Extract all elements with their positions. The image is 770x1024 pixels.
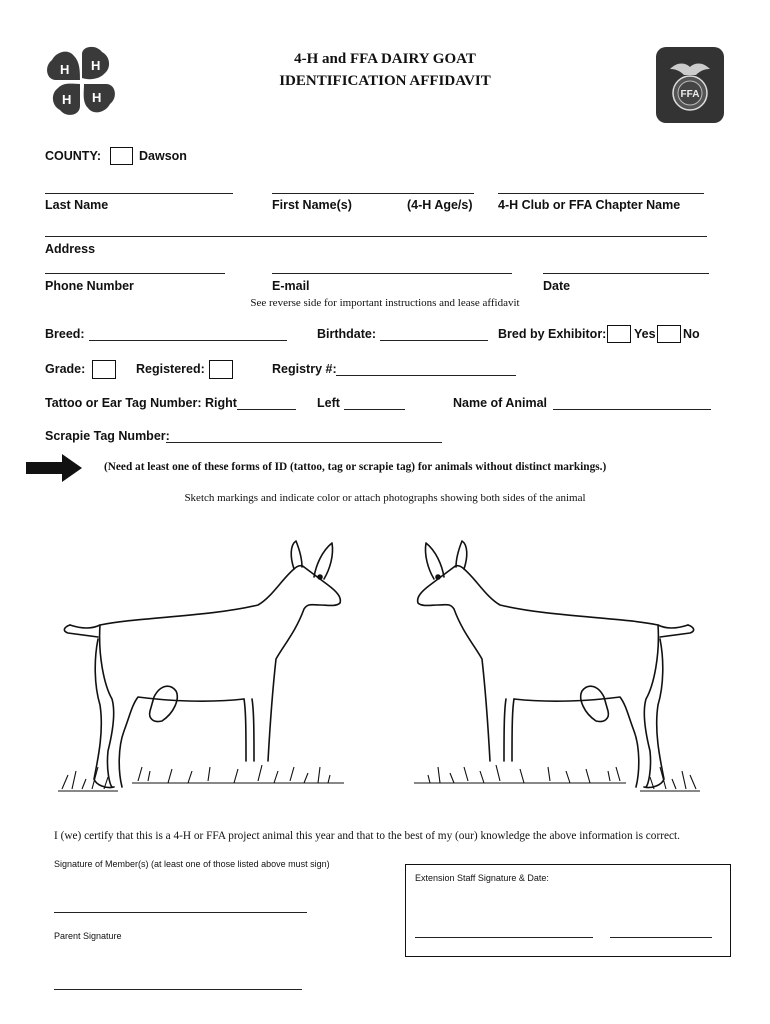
date-line[interactable] <box>543 273 709 274</box>
club-name-line[interactable] <box>498 193 704 194</box>
clover-leaf-letter-2: H <box>91 58 101 73</box>
breed-label: Breed: <box>45 327 85 341</box>
ffa-eagle-icon <box>656 47 724 123</box>
first-name-line[interactable] <box>272 193 474 194</box>
parent-signature-label: Parent Signature <box>54 931 122 941</box>
tattoo-left-line[interactable] <box>344 409 405 410</box>
yes-label: Yes <box>634 327 656 341</box>
grade-label: Grade: <box>45 362 86 376</box>
form-title <box>200 48 570 92</box>
birthdate-line[interactable] <box>380 340 488 341</box>
registry-line[interactable] <box>336 375 516 376</box>
email-label: E-mail <box>272 279 310 293</box>
club-label: 4-H Club or FFA Chapter Name <box>498 198 681 212</box>
bred-by-exhibitor-label: Bred by Exhibitor: <box>498 327 607 341</box>
animal-name-label: Name of Animal <box>453 396 548 410</box>
sketch-instructions: Sketch markings and indicate color or attach photographs showing both sides of the animal <box>184 492 586 504</box>
address-label: Address <box>45 242 96 256</box>
bred-no-checkbox[interactable] <box>657 325 681 343</box>
last-name-label: Last Name <box>45 198 109 212</box>
right-arrow-icon <box>26 453 84 483</box>
email-line[interactable] <box>272 273 512 274</box>
tattoo-left-label: Left <box>317 396 340 410</box>
scrapie-tag-label: Scrapie Tag Number: <box>45 429 170 443</box>
title-line-1: 4-H and FFA DAIRY GOAT <box>294 51 476 67</box>
registered-label: Registered: <box>136 362 205 376</box>
registered-checkbox[interactable] <box>209 360 233 379</box>
clover-leaf-letter-4: H <box>92 90 102 105</box>
reverse-side-note: See reverse side for important instructions and lease affidavit <box>250 297 520 309</box>
ffa-emblem-logo <box>656 47 724 123</box>
certification-statement: I (we) certify that this is a 4-H or FFA project animal this year and that to the best of my (our) knowledge the above information is correct. <box>54 830 680 842</box>
no-label: No <box>683 327 700 341</box>
extension-signature-line[interactable] <box>415 937 593 938</box>
goat-right-side-outline <box>412 535 700 797</box>
extension-signature-label: Extension Staff Signature & Date: <box>415 873 549 883</box>
first-name-label: First Name(s) <box>272 198 352 212</box>
member-signature-line[interactable] <box>54 912 307 913</box>
last-name-line[interactable] <box>45 193 233 194</box>
parent-signature-line[interactable] <box>54 989 302 990</box>
member-signature-label: Signature of Member(s) (at least one of those listed above must sign) <box>54 859 330 869</box>
breed-line[interactable] <box>89 340 287 341</box>
clover-leaf-letter-1: H <box>60 62 70 77</box>
county-label: COUNTY: <box>45 149 102 163</box>
ffa-emblem-text: FFA <box>680 89 700 100</box>
scrapie-tag-line[interactable] <box>166 442 442 443</box>
goat-left-side-outline <box>58 535 346 797</box>
extension-date-line[interactable] <box>610 937 712 938</box>
id-requirement-note: (Need at least one of these forms of ID (tattoo, tag or scrapie tag) for animals without distinct markings.) <box>104 461 607 473</box>
date-label: Date <box>543 279 571 293</box>
animal-name-line[interactable] <box>553 409 711 410</box>
birthdate-label: Birthdate: <box>317 327 377 341</box>
grade-checkbox[interactable] <box>92 360 116 379</box>
phone-line[interactable] <box>45 273 225 274</box>
tattoo-right-line[interactable] <box>237 409 296 410</box>
county-value: Dawson <box>139 149 187 163</box>
address-line[interactable] <box>45 236 707 237</box>
4h-clover-logo <box>42 44 122 120</box>
phone-label: Phone Number <box>45 279 134 293</box>
title-line-2: IDENTIFICATION AFFIDAVIT <box>279 73 491 89</box>
tattoo-right-label: Tattoo or Ear Tag Number: Right <box>45 396 237 410</box>
bred-yes-checkbox[interactable] <box>607 325 631 343</box>
age-label: (4-H Age/s) <box>407 198 473 212</box>
clover-leaf-letter-3: H <box>62 92 72 107</box>
county-checkbox[interactable] <box>110 147 133 165</box>
extension-staff-box <box>405 864 731 957</box>
registry-label: Registry #: <box>272 362 337 376</box>
